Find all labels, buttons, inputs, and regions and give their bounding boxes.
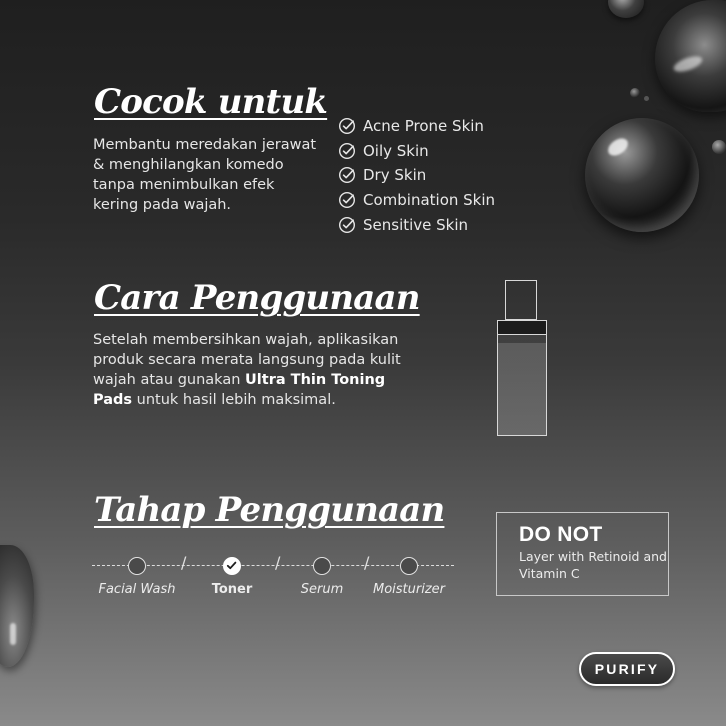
step-dot-moisturizer: [400, 557, 418, 575]
how-to-use-text: Setelah membersihkan wajah, aplikasikan produk secara merata langsung pada kulit wajah atau gunakan: [93, 332, 401, 388]
check-circle-icon: [338, 117, 356, 135]
water-drop-decoration: [585, 118, 699, 232]
check-circle-icon: [338, 191, 356, 209]
water-drop-decoration: [0, 545, 34, 667]
step-dot-facial-wash: [128, 557, 146, 575]
suitable-for-heading: Cocok untuk: [94, 82, 328, 122]
skin-type-item: [338, 139, 495, 164]
skin-type-label: Oily Skin: [363, 141, 429, 160]
usage-steps-heading: Tahap Penggunaan: [94, 490, 445, 530]
warning-text: Layer with Retinoid and Vitamin C: [519, 549, 667, 581]
water-drop-decoration: [644, 96, 649, 101]
step-dot-serum: [313, 557, 331, 575]
check-icon: [226, 560, 237, 571]
toner-bottle-icon: [495, 280, 549, 438]
check-circle-icon: [338, 216, 356, 234]
check-circle-icon: [338, 166, 356, 184]
skin-type-item: [338, 114, 495, 139]
water-drop-decoration: [630, 88, 640, 98]
skin-type-label: Dry Skin: [363, 166, 427, 185]
how-to-use-text-end: untuk hasil lebih maksimal.: [132, 392, 336, 408]
how-to-use-heading: Cara Penggunaan: [94, 278, 420, 318]
step-dot-toner: [223, 557, 241, 575]
water-drop-decoration: [608, 0, 644, 18]
skin-type-list: [338, 114, 495, 237]
warning-title: DO NOT: [519, 523, 603, 546]
bottle-cap: [505, 280, 537, 320]
skin-type-item: [338, 163, 495, 188]
step-separator: /: [275, 553, 281, 572]
toning-pads-highlight: Ultra Thin Toning Pads: [93, 372, 386, 408]
skin-type-item: [338, 188, 495, 213]
skin-type-item: [338, 212, 495, 237]
step-label-toner: Toner: [211, 582, 253, 597]
water-drop-decoration: [712, 140, 726, 154]
check-circle-icon: [338, 142, 356, 160]
skin-type-label: Acne Prone Skin: [363, 117, 484, 136]
step-separator: /: [181, 553, 187, 572]
step-label-facial-wash: Facial Wash: [98, 582, 176, 597]
warning-box: [496, 512, 669, 596]
skin-type-label: Sensitive Skin: [363, 215, 469, 234]
step-separator: /: [364, 553, 370, 572]
purify-badge: PURIFY: [579, 652, 675, 686]
bottle-body: [497, 334, 547, 436]
how-to-use-description: [93, 330, 428, 410]
step-label-moisturizer: Moisturizer: [372, 582, 446, 597]
water-drop-decoration: [655, 0, 726, 112]
skin-type-label: Combination Skin: [363, 191, 496, 210]
step-label-serum: Serum: [300, 582, 344, 597]
bottle-neck: [497, 320, 547, 334]
suitable-for-description: Membantu meredakan jerawat & menghilangkan komedo tanpa menimbulkan efek kering pada wajah.: [93, 137, 317, 213]
